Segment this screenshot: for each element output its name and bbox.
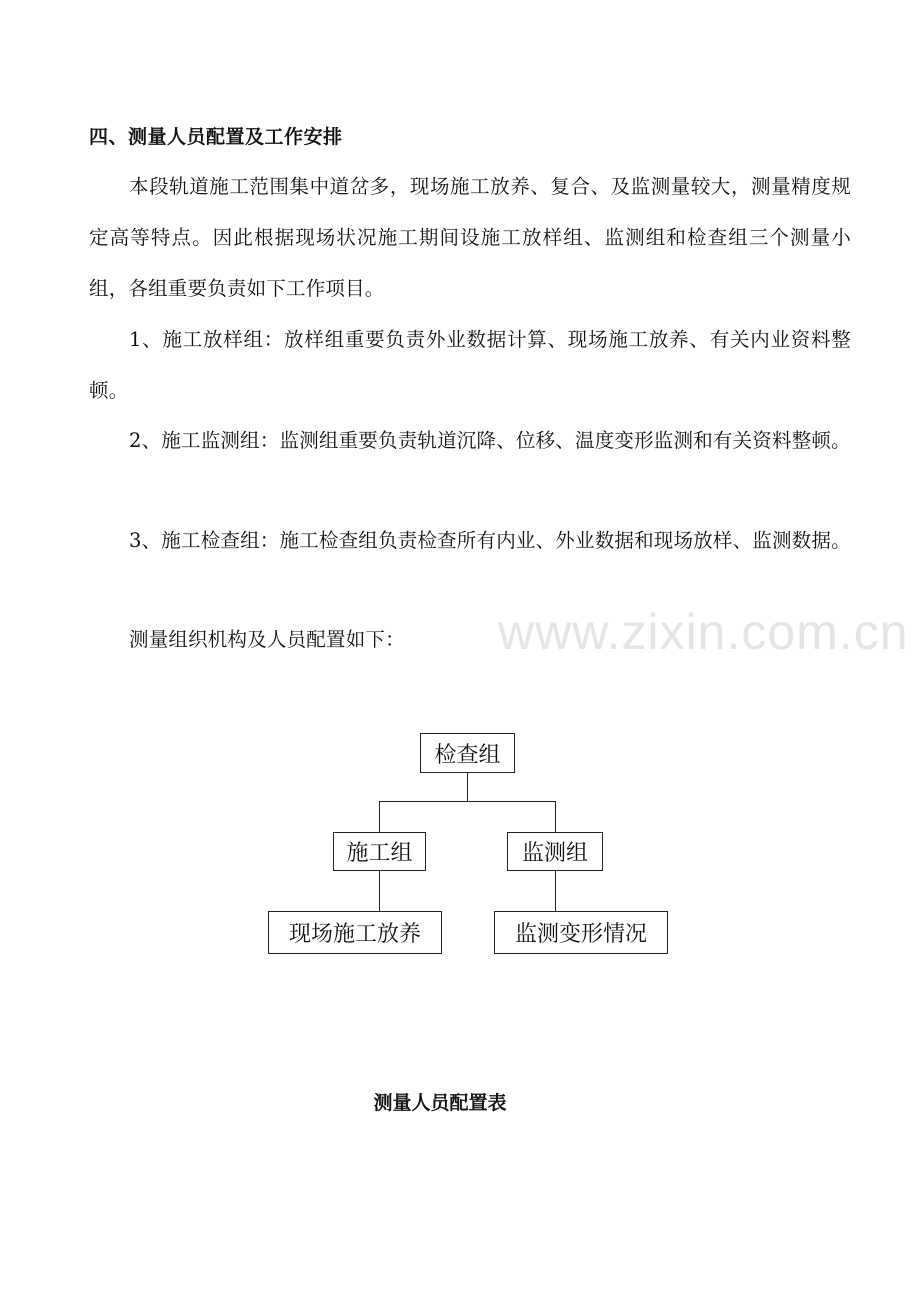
paragraph-setting-out-group: 1、施工放样组：放样组重要负责外业数据计算、现场施工放养、有关内业资料整顿。 [89,328,851,402]
watermark: www.zixin.com.cn [498,604,909,660]
paragraph-monitoring-group: 2、施工监测组：监测组重要负责轨道沉降、位移、温度变形监测和有关资料整顿。 [129,429,851,452]
section-heading: 四、测量人员配置及工作安排 [89,126,343,148]
org-box-deformation-monitoring: 监测变形情况 [494,911,668,954]
connector-root-down [467,773,468,801]
paragraph-inspection-group: 3、施工检查组：施工检查组负责检查所有内业、外业数据和现场放样、监测数据。 [129,529,851,552]
intro-paragraph: 本段轨道施工范围集中道岔多，现场施工放养、复合、及监测量较大，测量精度规定高等特点。因此根据现场状况施工期间设施工放样组、监测组和检查组三个测量小组，各组重要负责如下工作项目。 [89,175,851,300]
connector-right-task [555,871,556,911]
org-box-site-setting-out: 现场施工放养 [268,911,442,954]
org-box-monitoring-group: 监测组 [507,832,603,871]
connector-horizontal [379,801,556,802]
paragraph-org-intro: 测量组织机构及人员配置如下： [129,628,405,651]
connector-right-down [555,801,556,832]
connector-left-down [379,801,380,832]
connector-left-task [379,871,380,911]
table-title: 测量人员配置表 [373,1092,507,1114]
org-box-inspection-group: 检查组 [420,733,515,773]
org-box-construction-group: 施工组 [333,832,426,871]
